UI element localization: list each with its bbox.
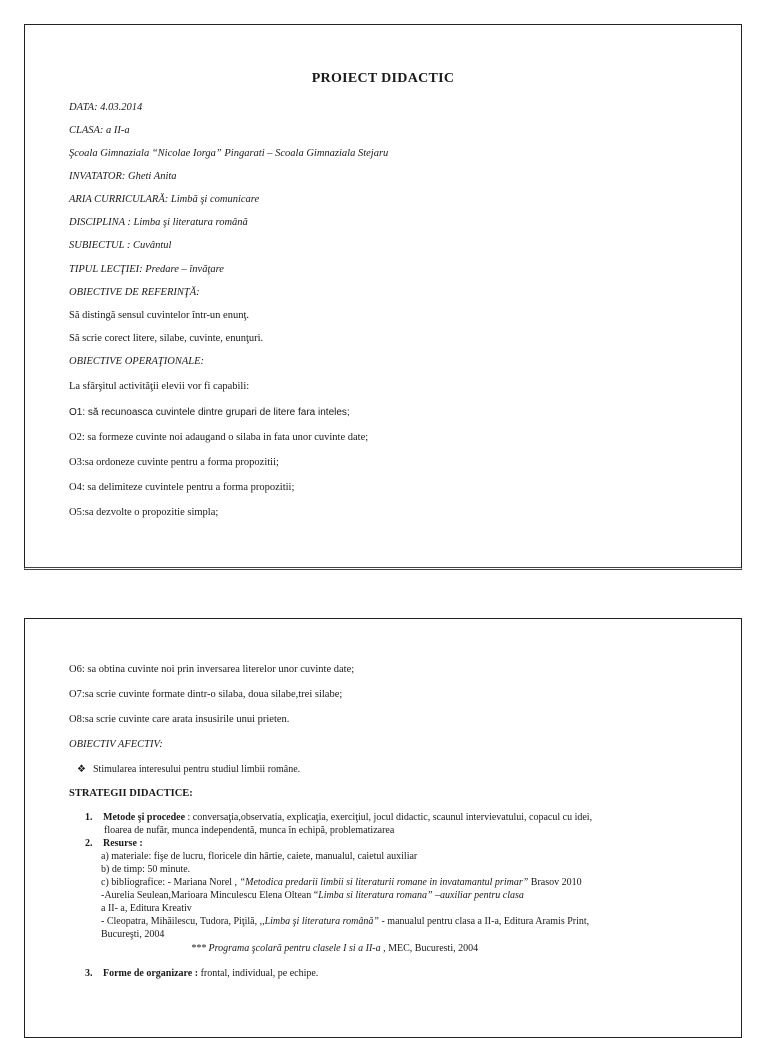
objectives-intro: La sfârşitul activităţii elevii vor fi capabili:: [69, 381, 250, 392]
reference-objective-1: Să distingă sensul cuvintelor într-un enunţ.: [69, 310, 250, 321]
organization-label: Forme de organizare :: [103, 968, 199, 979]
resources-bibliography-1: [101, 877, 582, 890]
bibliography-authors-2: -Aurelia Seulean,Marioara Minculescu Elena Oltean “: [101, 890, 319, 901]
methods-text: : conversaţia,observatia, explicaţia, exerciţiul, jocul didactic, scaunul intervievatului, copacul cu idei,: [185, 812, 593, 823]
bibliography-authors-3: - Cleopatra, Mihăilescu, Tudora, Piţilă,: [101, 916, 260, 927]
methods-label: Metode şi procedee: [103, 812, 186, 823]
list-number: 1.: [85, 812, 93, 823]
resources-bibliography-3: [101, 916, 589, 929]
discipline-line: DISCIPLINA : Limba şi literatura română: [69, 217, 248, 228]
bibliography-suffix-1: Brasov 2010: [528, 877, 582, 888]
teacher-line: INVATATOR: Gheti Anita: [69, 171, 177, 182]
resources-time: b) de timp: 50 minute.: [101, 864, 191, 875]
document-page-2: [24, 618, 742, 1038]
school-line: Şcoala Gimnaziala “Nicolae Iorga” Pingarati – Scoala Gimnaziala Stejaru: [69, 148, 389, 159]
objective-o1: O1: să recunoasca cuvintele dintre grupari de litere fara inteles;: [69, 407, 350, 418]
affective-objective-item: Stimularea interesului pentru studiul limbii române.: [93, 764, 301, 775]
resources-bibliography-3-city: Bucureşti, 2004: [101, 929, 165, 940]
resources-bibliography-2-publisher: a II- a, Editura Kreativ: [101, 903, 192, 914]
date-line: DATA: 4.03.2014: [69, 102, 143, 113]
document-page-1: [24, 24, 742, 570]
objective-o2: O2: sa formeze cuvinte noi adaugand o silaba in fata unor cuvinte date;: [69, 432, 369, 443]
objective-o6: O6: sa obtina cuvinte noi prin inversarea literelor unor cuvinte date;: [69, 664, 355, 675]
objective-o7: O7:sa scrie cuvinte formate dintr-o silaba, doua silabe,trei silabe;: [69, 689, 343, 700]
list-item-resources: [85, 838, 143, 851]
objective-o3: O3:sa ordoneze cuvinte pentru a forma propozitii;: [69, 457, 279, 468]
curricular-area-line: ARIA CURRICULARĂ: Limbă şi comunicare: [69, 194, 260, 205]
operational-objectives-heading: OBIECTIVE OPERAŢIONALE:: [69, 356, 205, 367]
resources-bibliography-2: [101, 890, 524, 903]
didactic-strategies-heading: STRATEGII DIDACTICE:: [69, 788, 193, 799]
bibliography-title-1: “Metodica predarii limbii si literaturii romane in invatamantul primar”: [239, 877, 529, 888]
bibliography-prefix: c) bibliografice: - Mariana Norel ,: [101, 877, 240, 888]
affective-objective-heading: OBIECTIV AFECTIV:: [69, 739, 163, 750]
bibliography-title-2: Limba si literatura romana” –auxiliar pentru clasa: [318, 890, 524, 901]
list-number: 3.: [85, 968, 93, 979]
reference-objective-2: Să scrie corect litere, silabe, cuvinte, enunţuri.: [69, 333, 264, 344]
resources-label: Resurse :: [103, 838, 143, 849]
subject-line: SUBIECTUL : Cuvântul: [69, 240, 172, 251]
lesson-type-line: TIPUL LECŢIEI: Predare – învăţare: [69, 264, 224, 275]
resources-bibliography-4: [191, 943, 478, 956]
objective-o4: O4: sa delimiteze cuvintele pentru a forma propozitii;: [69, 482, 295, 493]
objective-o5: O5:sa dezvolte o propozitie simpla;: [69, 507, 219, 518]
list-number: 2.: [85, 838, 93, 849]
organization-text: frontal, individual, pe echipe.: [198, 968, 319, 979]
objective-o8: O8:sa scrie cuvinte care arata insusirile unui prieten.: [69, 714, 290, 725]
bibliography-title-3: ,,Limba şi literatura română”: [259, 916, 379, 927]
reference-objectives-heading: OBIECTIVE DE REFERINŢĂ:: [69, 287, 200, 298]
list-item-organization: [85, 968, 318, 981]
list-item-methods: [85, 812, 592, 825]
methods-text-continued: floarea de nufăr, munca independentă, munca în echipă, problematizarea: [104, 825, 395, 836]
bibliography-suffix-3: - manualul pentru clasa a II-a, Editura Aramis Print,: [378, 916, 590, 927]
document-title: PROIECT DIDACTIC: [311, 71, 455, 86]
class-line: CLASA: a II-a: [69, 125, 130, 136]
bibliography-suffix-4: MEC, Bucuresti, 2004: [385, 943, 479, 954]
diamond-bullet-icon: ❖: [77, 764, 86, 775]
bibliography-title-4: *** Programa şcolară pentru clasele I si a II-a ,: [191, 943, 386, 954]
resources-materials: a) materiale: fişe de lucru, floricele din hârtie, caiete, manualul, caietul auxiliar: [101, 851, 418, 862]
